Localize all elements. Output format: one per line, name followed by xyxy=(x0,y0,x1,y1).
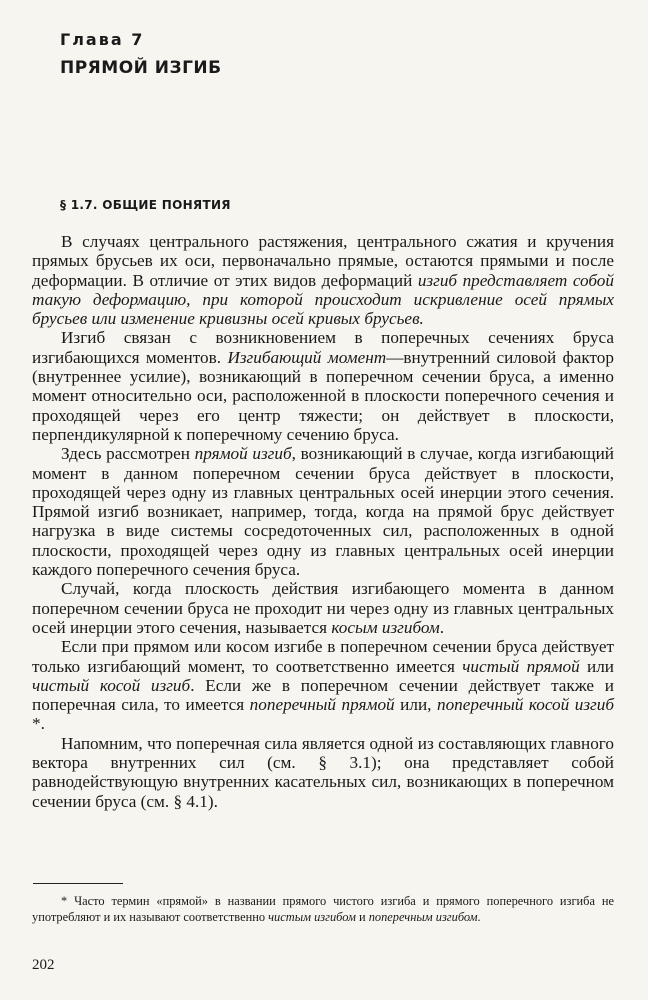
text-run: В случаях центрального растяжения, центрального сжатия и кручения прямых брусьев их оси, первоначально прямые, остаются прямыми и после деформации. В отличие от этих видов деформаций xyxy=(32,232,614,290)
paragraph xyxy=(32,444,614,579)
paragraph xyxy=(32,734,614,811)
footnote xyxy=(32,893,614,925)
text-run: —внутренний силовой фактор (внутреннее усилие), возникающий в поперечном сечении бруса, а именно момент относительно оси, расположенной в плоскости поперечного сечения и проходящей через его центр тяжести; он действует в плоскости, перпендикулярной к поперечному сечению бруса. xyxy=(32,347,614,444)
page-number: 202 xyxy=(32,957,55,973)
chapter-title: ПРЯМОЙ ИЗГИБ xyxy=(60,58,222,78)
text-run: , возникающий в случае, когда изгибающий момент в данном поперечном сечении бруса действует в плоскости, проходящей через одну из главных центральных осей инерции этого сечения. Прямой изгиб возникает, например, тогда, когда на прямой брус действует нагрузка в виде системы сосредоточенных сил, расположенных в одной плоскости, проходящей через одну из главных центральных осей инерции каждого поперечного сечения бруса. xyxy=(32,444,614,580)
text-run: или xyxy=(579,656,614,676)
footnote-divider xyxy=(33,883,123,884)
italic-run: Изгибающий момент xyxy=(227,347,387,367)
section-heading: § 1.7. ОБЩИЕ ПОНЯТИЯ xyxy=(60,198,231,212)
text-run: . xyxy=(439,617,445,637)
italic-run: прямой изгиб xyxy=(194,444,292,464)
italic-run: косым изгибом xyxy=(331,617,440,637)
italic-run: чистый прямой xyxy=(462,656,580,676)
text-run: Здесь рассмотрен xyxy=(61,444,195,464)
body-text xyxy=(32,232,614,811)
text-run: и xyxy=(355,910,369,924)
text-run: Случай, когда плоскость действия изгибающего момента в данном поперечном сечении бруса не проходит ни через одну из главных центральных осей инерции этого сечения, называется xyxy=(32,579,614,637)
text-run: . xyxy=(477,910,481,924)
italic-run: чистый косой изгиб xyxy=(32,675,191,695)
text-run: Изгиб связан с возникновением в поперечных сечениях бруса изгибающихся моментов. xyxy=(32,328,614,367)
italic-run: чистым изгибом xyxy=(268,910,356,924)
italic-run: поперечным изгибом xyxy=(368,910,478,924)
paragraph xyxy=(32,328,614,444)
paragraph xyxy=(32,232,614,328)
text-run: *. xyxy=(32,714,45,734)
paragraph xyxy=(32,637,614,733)
italic-run: изгиб представляет собой такую деформацию, при которой происходит искривление осей прямых брусьев или изменение кривизны осей кривых брусьев. xyxy=(32,270,614,329)
italic-run: поперечный прямой xyxy=(249,695,395,715)
text-run: или, xyxy=(394,695,437,715)
text-run: Напомним, что поперечная сила является одной из составляющих главного вектора внутренних сил (см. § 3.1); она представляет собой равнодействующую внутренних касательных сил, возникающих в поперечном сечении бруса (см. § 4.1). xyxy=(32,733,614,811)
text-run: Если при прямом или косом изгибе в поперечном сечении бруса действует только изгибающий момент, то соответственно имеется xyxy=(32,637,614,676)
text-run: . Если же в поперечном сечении действует также и поперечная сила, то имеется xyxy=(32,675,614,715)
text-run: * Часто термин «прямой» в названии прямого чистого изгиба и прямого поперечного изгиба не употребляют и их называют соответственно xyxy=(32,894,614,924)
chapter-label: Глава 7 xyxy=(60,30,145,49)
paragraph xyxy=(32,579,614,637)
italic-run: поперечный косой изгиб xyxy=(436,695,614,715)
